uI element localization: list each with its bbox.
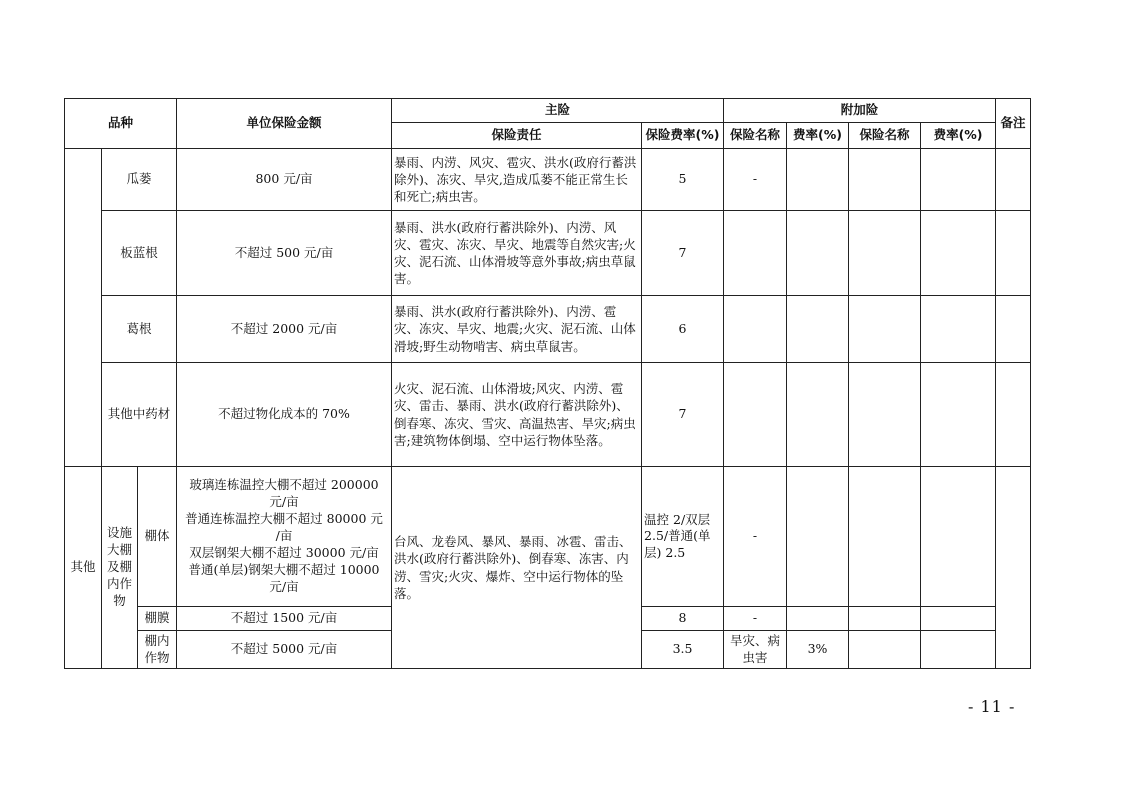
add-name-cell: - [724,149,787,211]
add-rate-cell [787,149,849,211]
rate-cell: 温控 2/双层 2.5/普通(单层) 2.5 [642,467,724,607]
add-rate-2-cell [921,363,996,467]
add-name-2-cell [849,467,921,607]
herb-group-cell [65,149,102,467]
amount-cell: 不超过 5000 元/亩 [177,631,392,669]
add-name-cell: 旱灾、病虫害 [724,631,787,669]
table-row [65,211,1031,296]
header-add-name-1: 保险名称 [724,123,787,149]
rate-cell: 6 [642,296,724,363]
add-name-2-cell [849,631,921,669]
header-add-rate-1: 费率(%) [787,123,849,149]
table-row [65,149,1031,211]
add-name-cell [724,296,787,363]
responsibility-cell: 暴雨、内涝、风灾、雹灾、洪水(政府行蓄洪除外)、冻灾、旱灾,造成瓜蒌不能正常生长和死亡;病虫害。 [392,149,642,211]
add-name-cell [724,363,787,467]
other-group-cell: 其他 [65,467,102,669]
remark-cell [996,211,1031,296]
add-rate-cell: 3% [787,631,849,669]
add-rate-2-cell [921,607,996,631]
rate-cell: 3.5 [642,631,724,669]
amount-cell: 不超过 2000 元/亩 [177,296,392,363]
variety-cell: 板蓝根 [102,211,177,296]
header-remark: 备注 [996,99,1031,149]
header-additional-insurance: 附加险 [724,99,996,123]
amount-line: /亩 [275,528,293,544]
responsibility-cell: 暴雨、洪水(政府行蓄洪除外)、内涝、风灾、雹灾、冻灾、旱灾、地震等自然灾害;火灾、泥石流、山体滑坡等意外事故;病虫草鼠害。 [392,211,642,296]
header-add-name-2: 保险名称 [849,123,921,149]
responsibility-cell: 暴雨、洪水(政府行蓄洪除外)、内涝、雹灾、冻灾、旱灾、地震;火灾、泥石流、山体滑坡;野生动物啃害、病虫草鼠害。 [392,296,642,363]
page-number: - 11 - [968,697,1016,716]
add-rate-cell [787,363,849,467]
add-rate-cell [787,467,849,607]
add-rate-cell [787,211,849,296]
variety-cell: 棚内作物 [138,631,177,669]
amount-line: 元/亩 [269,578,299,594]
header-responsibility: 保险责任 [392,123,642,149]
amount-cell: 不超过 1500 元/亩 [177,607,392,631]
amount-cell: 不超过物化成本的 70% [177,363,392,467]
add-rate-cell [787,296,849,363]
add-rate-2-cell [921,467,996,607]
responsibility-cell: 火灾、泥石流、山体滑坡;风灾、内涝、雹灾、雷击、暴雨、洪水(政府行蓄洪除外)、倒春寒、冻灾、雪灾、高温热害、旱灾;病虫害;建筑物体倒塌、空中运行物体坠落。 [392,363,642,467]
header-rate: 保险费率(%) [642,123,724,149]
remark-cell [996,363,1031,467]
rate-cell: 7 [642,211,724,296]
add-name-2-cell [849,607,921,631]
rate-cell: 7 [642,363,724,467]
remark-cell [996,467,1031,669]
add-rate-2-cell [921,296,996,363]
add-name-2-cell [849,296,921,363]
add-rate-2-cell [921,149,996,211]
amount-line: 元/亩 [269,494,299,510]
remark-cell [996,296,1031,363]
remark-cell [996,149,1031,211]
amount-line: 玻璃连栋温控大棚不超过 200000 [189,477,379,493]
add-rate-cell [787,607,849,631]
add-name-2-cell [849,363,921,467]
table-row [65,363,1031,467]
add-name-2-cell [849,211,921,296]
amount-cell [177,467,392,607]
add-name-cell: - [724,607,787,631]
variety-cell: 瓜蒌 [102,149,177,211]
amount-line: 普通连栋温控大棚不超过 80000 元 [185,511,383,527]
add-name-cell [724,211,787,296]
greenhouse-subgroup-cell: 设施大棚及棚内作物 [102,467,138,669]
header-add-rate-2: 费率(%) [921,123,996,149]
add-name-2-cell [849,149,921,211]
header-variety: 品种 [65,99,177,149]
add-rate-2-cell [921,631,996,669]
variety-cell: 棚膜 [138,607,177,631]
variety-cell: 棚体 [138,467,177,607]
header-unit-amount: 单位保险金额 [177,99,392,149]
variety-cell: 其他中药材 [102,363,177,467]
insurance-table [64,98,1031,669]
amount-cell: 800 元/亩 [177,149,392,211]
variety-cell: 葛根 [102,296,177,363]
amount-line: 普通(单层)钢架大棚不超过 10000 [188,561,380,577]
add-rate-2-cell [921,211,996,296]
responsibility-cell: 台风、龙卷风、暴风、暴雨、冰雹、雷击、洪水(政府行蓄洪除外)、倒春寒、冻害、内涝、雪灾;火灾、爆炸、空中运行物体的坠落。 [392,467,642,669]
amount-cell: 不超过 500 元/亩 [177,211,392,296]
header-main-insurance: 主险 [392,99,724,123]
rate-cell: 5 [642,149,724,211]
amount-line: 双层钢架大棚不超过 30000 元/亩 [189,544,379,560]
table-row [65,467,1031,607]
rate-cell: 8 [642,607,724,631]
add-name-cell: - [724,467,787,607]
table-row [65,296,1031,363]
